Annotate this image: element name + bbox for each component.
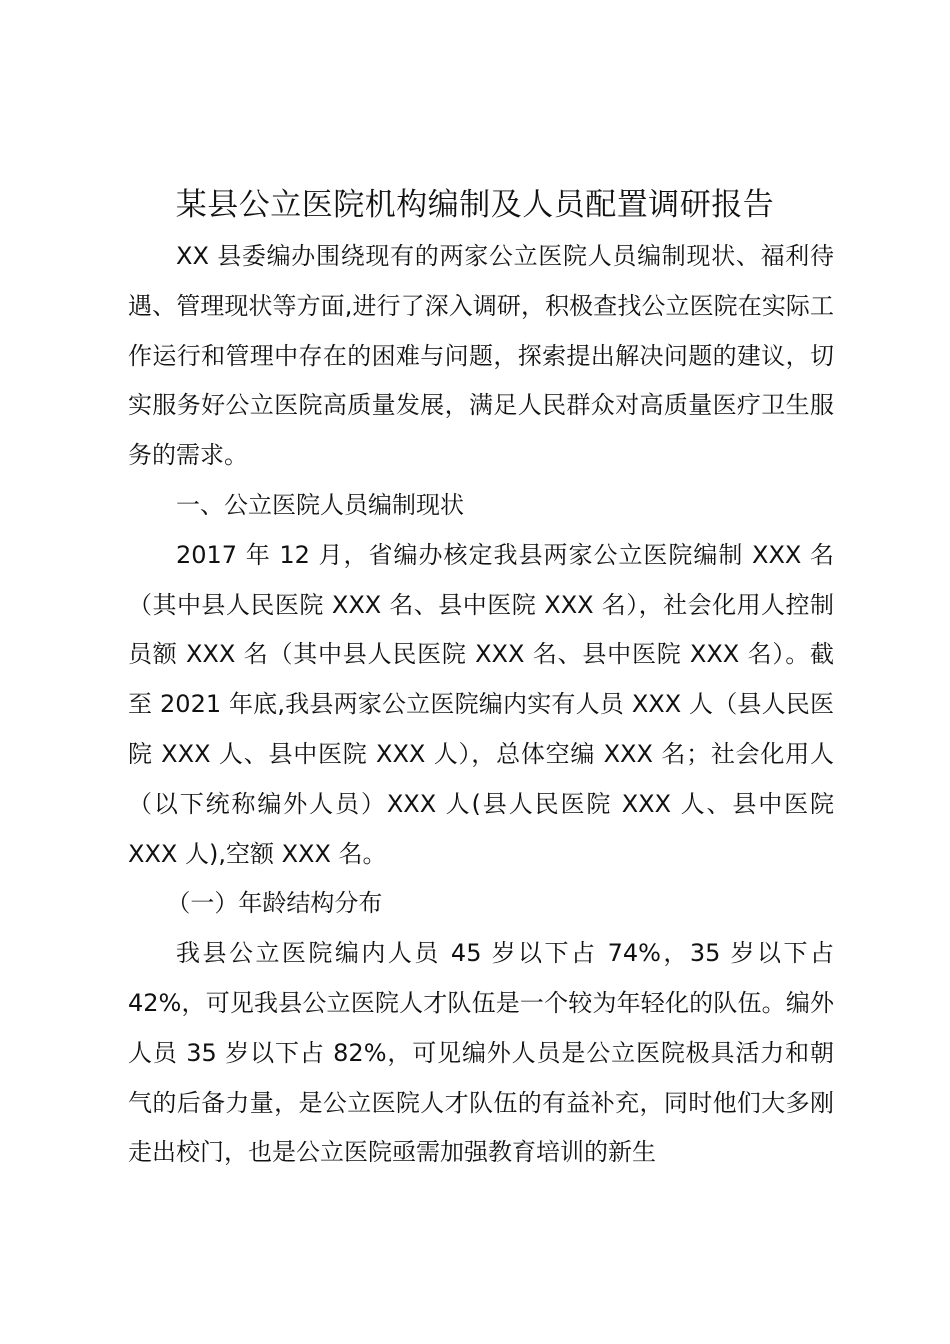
section-paragraph-1: 2017 年 12 月，省编办核定我县两家公立医院编制 XXX 名（其中县人民医院 XXX 名、县中医院 XXX 名），社会化用人控制员额 XXX 名（其中县人民医院 XXX 名、县中医院 XXX 名）。截至 2021 年底,我县两家公立医院编内实有人员 XXX 人（县人民医院 XXX 人、县中医院 XXX 人），总体空编 XXX 名；社会化用人（以下统称编外人员）XXX 人(县人民医院 XXX 人、县中医院 XXX 人),空额 XXX 名。 <box>128 540 834 868</box>
section-heading-1: 一、公立医院人员编制现状 <box>176 490 464 519</box>
subsection-heading-1: （一）年龄结构分布 <box>166 889 383 918</box>
document-body <box>128 232 834 1178</box>
intro-paragraph: XX 县委编办围绕现有的两家公立医院人员编制现状、福利待遇、管理现状等方面,进行了深入调研，积极查找公立医院在实际工作运行和管理中存在的困难与问题，探索提出解决问题的建议，切实服务好公立医院高质量发展，满足人民群众对高质量医疗卫生服务的需求。 <box>128 242 834 470</box>
document-title: 某县公立医院机构编制及人员配置调研报告 <box>175 187 775 223</box>
subsection-paragraph-1: 我县公立医院编内人员 45 岁以下占 74%，35 岁以下占 42%，可见我县公立医院人才队伍是一个较为年轻化的队伍。编外人员 35 岁以下占 82%，可见编外人员是公立医院极具活力和朝气的后备力量，是公立医院人才队伍的有益补充，同时他们大多刚走出校门，也是公立医院亟需加强教育培训的新生 <box>128 939 834 1167</box>
